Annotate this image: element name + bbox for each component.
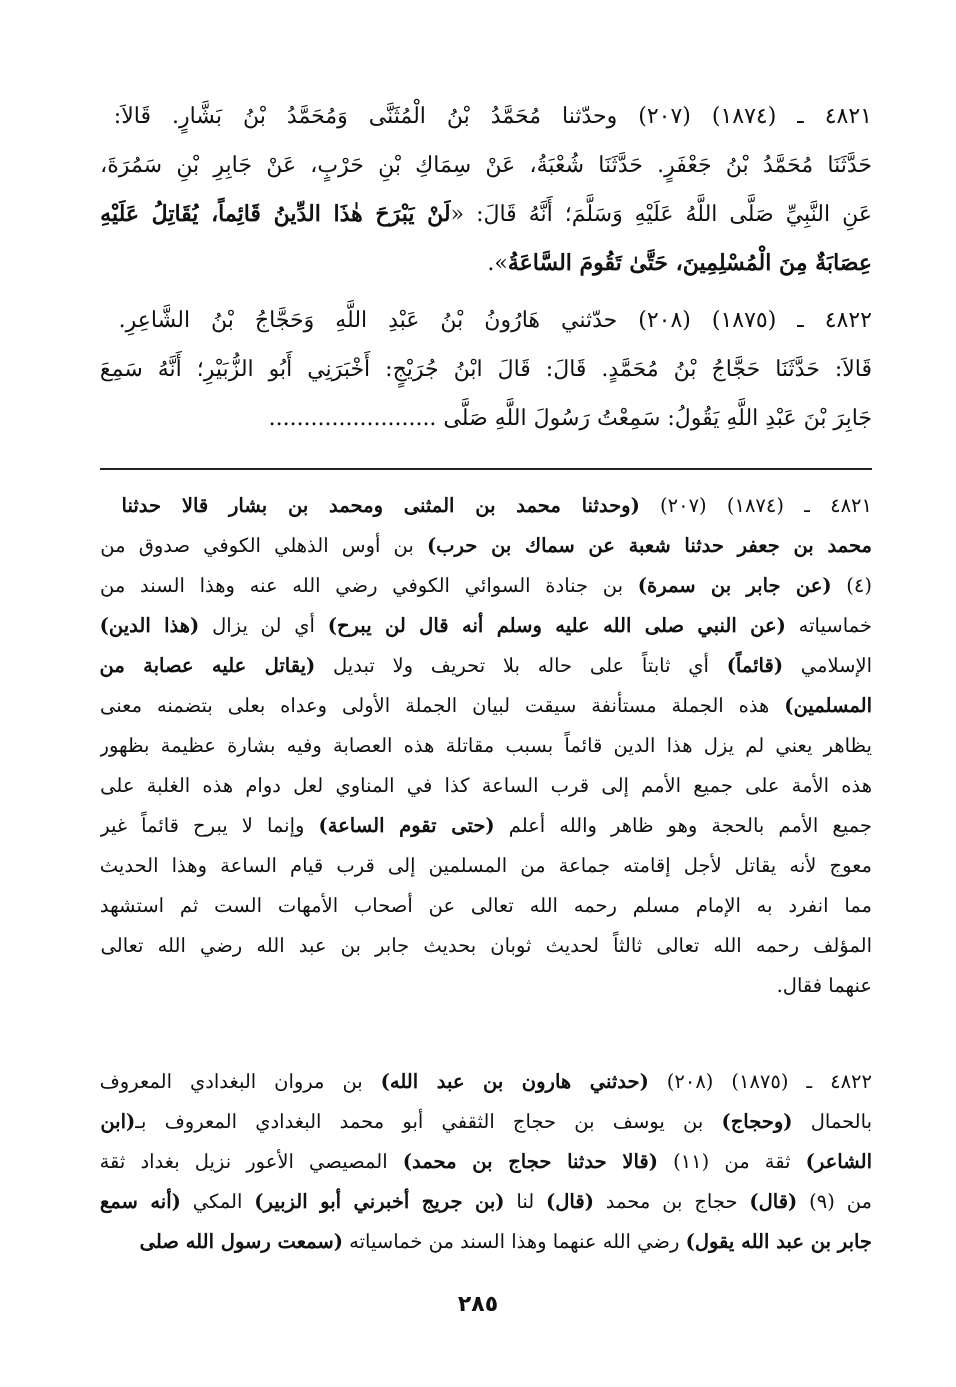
text-line (100, 486, 872, 526)
text-segment: هذه الأمة على جميع الأمم إلى قرب الساعة كذا في المناوي لعل دوام هذه الغلبة على (100, 774, 872, 797)
text-line (100, 606, 872, 646)
text-segment: لنا (504, 1190, 547, 1213)
commentary-4821 (100, 486, 872, 1006)
text-line (100, 141, 872, 190)
text-segment: المكي (180, 1190, 255, 1213)
bold-segment: جابر بن عبد الله يقول) (685, 1230, 872, 1253)
text-segment: بن جنادة السوائي الكوفي رضي الله عنه وهذا السند من (100, 574, 638, 597)
bold-segment: عِصَابَةٌ مِنَ الْمُسْلِمِينَ، حَتَّىٰ تَقُومَ السَّاعَةُ (507, 250, 872, 276)
text-segment: المؤلف رحمه الله تعالى ثالثاً لحديث ثوبان بحديث جابر بن عبد الله رضي الله تعالى (100, 934, 872, 957)
hadith-4822-text (100, 296, 872, 443)
bold-segment: (هذا الدين) (100, 614, 200, 637)
text-segment: أي ثابتاً على حاله بلا تحريف ولا تبديل (315, 654, 727, 677)
text-segment: أي لن يزال (199, 614, 328, 637)
text-segment: بن مروان البغدادي المعروف (100, 1070, 381, 1093)
bold-segment: (حتى تقوم الساعة) (318, 814, 495, 837)
commentary-4822 (100, 1062, 872, 1262)
bold-segment: (يقاتل عليه عصابة من (100, 654, 316, 677)
bold-segment: المسلمين) (784, 694, 872, 717)
text-line (100, 846, 872, 886)
text-segment: رضي الله عنهما وهذا السند من خماسياته (342, 1230, 686, 1253)
text-line (100, 345, 872, 394)
text-line (100, 566, 872, 606)
text-line (100, 1142, 872, 1182)
text-segment: ». (487, 251, 508, 276)
text-line (100, 190, 872, 239)
text-line (100, 926, 872, 966)
text-segment: ٤٨٢٢ ـ (١٨٧٥) (٢٠٨) حدّثني هَارُونُ بْنُ عَبْدِ اللَّهِ وَحَجَّاجُ بْنُ الشَّاعِرِ. (118, 308, 872, 333)
bold-segment: (وحدثنا محمد بن المثنى ومحمد بن بشار قالا حدثنا (121, 494, 640, 517)
text-line (100, 886, 872, 926)
text-segment: من (٩) (797, 1190, 872, 1213)
bold-segment: (حدثني هارون بن عبد الله) (380, 1070, 649, 1093)
text-line (100, 1182, 872, 1222)
bold-segment: الشاعر) (805, 1150, 872, 1173)
bold-segment: (عن النبي صلى الله عليه وسلم أنه قال لن يبرح) (327, 614, 786, 637)
bold-segment: (بن جريج أخبرني أبو الزبير) (254, 1190, 505, 1213)
text-line (100, 1222, 872, 1262)
bold-segment: (قال) (749, 1190, 798, 1213)
text-segment: الإسلامي (783, 654, 872, 677)
bold-segment: (عن جابر بن سمرة) (637, 574, 832, 597)
text-line (100, 394, 872, 443)
text-segment: جميع الأمم بالحجة وهو ظاهر والله أعلم (494, 814, 872, 837)
bold-segment: محمد بن جعفر حدثنا شعبة عن سماك بن حرب) (426, 534, 872, 557)
bold-segment: (قالا حدثنا حجاج بن محمد) (402, 1150, 658, 1173)
bold-segment: (قال) (546, 1190, 594, 1213)
text-segment: خماسياته (785, 614, 872, 637)
text-segment: بن يوسف بن حجاج الثقفي أبو محمد البغدادي المعروف بـ (135, 1110, 722, 1133)
text-segment: يظاهر يعني لم يزل هذا الدين قائماً بسبب مقاتلة هذه العصابة وفيه بشارة عظيمة بظهور (100, 734, 872, 757)
bold-segment: لَنْ يَبْرَحَ هٰذَا الدِّينُ قَائِماً، يُقَاتِلُ عَلَيْهِ (100, 201, 451, 227)
text-line (100, 646, 872, 686)
text-line (100, 296, 872, 345)
text-line (100, 966, 872, 1006)
text-segment: جَابِرَ بْنَ عَبْدِ اللَّهِ يَقُولُ: سَمِعْتُ رَسُولَ اللَّهِ صَلَّى ........................ (268, 406, 872, 431)
text-segment: المصيصي الأعور نزيل بغداد ثقة (100, 1150, 403, 1173)
text-segment: مما انفرد به الإمام مسلم رحمه الله تعالى عن أصحاب الأمهات الست ثم استشهد (100, 894, 872, 917)
text-line (100, 526, 872, 566)
text-line (100, 1102, 872, 1142)
text-line (100, 806, 872, 846)
bold-segment: (سمعت رسول الله صلى (139, 1230, 343, 1253)
text-line (100, 92, 872, 141)
text-segment: وإنما لا يبرح قائماً غير (100, 814, 319, 837)
text-segment: هذه الجملة مستأنفة سيقت لبيان الجملة الأولى وعداه بعلى بتضمنه معنى (100, 694, 785, 717)
text-segment: ٤٨٢٢ ـ (١٨٧٥) (٢٠٨) (648, 1070, 872, 1093)
bold-segment: (وحجاج) (721, 1110, 793, 1133)
text-segment: ٤٨٢١ ـ (١٨٧٤) (٢٠٧) وحدّثنا مُحَمَّدُ بْنُ الْمُثَنَّى وَمُحَمَّدُ بْنُ بَشَّارٍ. قَالاَ: (113, 104, 872, 129)
bold-segment: (ابن (100, 1110, 136, 1133)
text-segment: (٤) (831, 574, 872, 597)
page-number: ٢٨٥ (457, 1292, 499, 1317)
text-segment: حجاج بن محمد (593, 1190, 750, 1213)
text-line (100, 686, 872, 726)
text-segment: معوج لأنه يقاتل لأجل إقامته جماعة من المسلمين إلى قرب قيام الساعة وهذا الحديث (100, 854, 872, 877)
hadith-4821-text (100, 92, 872, 288)
text-line (100, 1062, 872, 1102)
text-segment: ثقة من (١١) (657, 1150, 806, 1173)
text-segment: قَالاَ: حَدَّثَنَا حَجَّاجُ بْنُ مُحَمَّدٍ. قَالَ: قَالَ ابْنُ جُرَيْجٍ: أَخْبَرَنِي أَبُو الزُّبَيْرِ؛ أَنَّهُ سَمِعَ (100, 357, 872, 382)
text-segment: عَنِ النَّبِيِّ صَلَّى اللَّهُ عَلَيْهِ وَسَلَّمَ؛ أَنَّهُ قَالَ: « (450, 202, 872, 227)
text-segment: حَدَّثَنَا مُحَمَّدُ بْنُ جَعْفَرٍ. حَدَّثَنَا شُعْبَةُ، عَنْ سِمَاكِ بْنِ حَرْبٍ، عَنْ جَابِرِ بْنِ سَمُرَةَ، (100, 153, 872, 178)
text-line (100, 726, 872, 766)
bold-segment: (أنه سمع (100, 1190, 181, 1213)
bold-segment: (قائماً) (726, 654, 784, 677)
text-segment: بالحمال (792, 1110, 872, 1133)
text-line (100, 766, 872, 806)
text-segment: عنهما فقال. (776, 974, 872, 997)
text-segment: ٤٨٢١ ـ (١٨٧٤) (٢٠٧) (639, 494, 872, 517)
footnote-divider (100, 468, 872, 470)
text-line (100, 239, 872, 288)
text-segment: بن أوس الذهلي الكوفي صدوق من (100, 534, 427, 557)
